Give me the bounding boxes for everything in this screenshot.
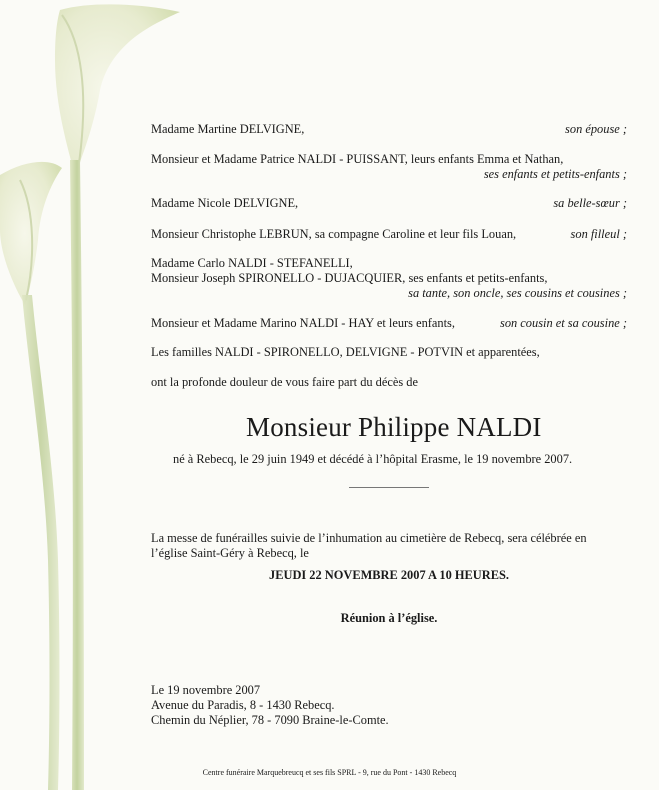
family-role: son cousin et sa cousine ; (500, 316, 627, 330)
deceased-details: né à Rebecq, le 29 juin 1949 et décédé à l’hôpital Erasme, le 19 novembre 2007. (173, 452, 573, 466)
closing-address-1: Avenue du Paradis, 8 - 1430 Rebecq. (151, 698, 335, 712)
family-name: Monsieur et Madame Patrice NALDI - PUISSANT, leurs enfants Emma et Nathan, (151, 152, 564, 166)
closing-date: Le 19 novembre 2007 (151, 683, 261, 697)
family-name: Les familles NALDI - SPIRONELLO, DELVIGNE - POTVIN et apparentées, (151, 345, 540, 359)
family-line-4 (151, 227, 627, 242)
family-line-6 (151, 316, 627, 331)
family-name-2: Monsieur Joseph SPIRONELLO - DUJACQUIER, ses enfants et petits-enfants, (151, 271, 548, 285)
family-line-1 (151, 122, 627, 137)
family-line-3 (151, 196, 627, 211)
family-name: Madame Carlo NALDI - STEFANELLI, (151, 256, 353, 270)
family-line-7 (151, 345, 627, 360)
divider (349, 487, 429, 488)
family-role: sa belle-sœur ; (553, 196, 627, 210)
family-role: son épouse ; (565, 122, 627, 136)
ceremony-line-2: l’église Saint-Géry à Rebecq, le (151, 546, 309, 560)
family-role: son filleul ; (570, 227, 627, 241)
family-name: Madame Nicole DELVIGNE, (151, 196, 299, 210)
family-name: Monsieur et Madame Marino NALDI - HAY et leurs enfants, (151, 316, 455, 330)
family-name: Madame Martine DELVIGNE, (151, 122, 305, 136)
closing-address-2: Chemin du Néplier, 78 - 7090 Braine-le-Comte. (151, 713, 389, 727)
announcement-text: ont la profonde douleur de vous faire part du décès de (151, 375, 418, 389)
calla-lily-illustration (0, 0, 190, 790)
reunion-note: Réunion à l’église. (340, 611, 438, 625)
ceremony-datetime: JEUDI 22 NOVEMBRE 2007 A 10 HEURES. (269, 568, 509, 582)
family-name: Monsieur Christophe LEBRUN, sa compagne Caroline et leur fils Louan, (151, 227, 517, 241)
family-role: sa tante, son oncle, ses cousins et cousines ; (408, 286, 627, 300)
ceremony-line-1: La messe de funérailles suivie de l’inhumation au cimetière de Rebecq, sera célébrée en (151, 531, 587, 545)
funeral-home-footer: Centre funéraire Marquebreucq et ses fils SPRL - 9, rue du Pont - 1430 Rebecq (202, 768, 457, 777)
deceased-name: Monsieur Philippe NALDI (246, 412, 542, 442)
family-line-5 (151, 256, 627, 301)
family-line-2 (151, 152, 627, 182)
family-role: ses enfants et petits-enfants ; (483, 167, 627, 181)
